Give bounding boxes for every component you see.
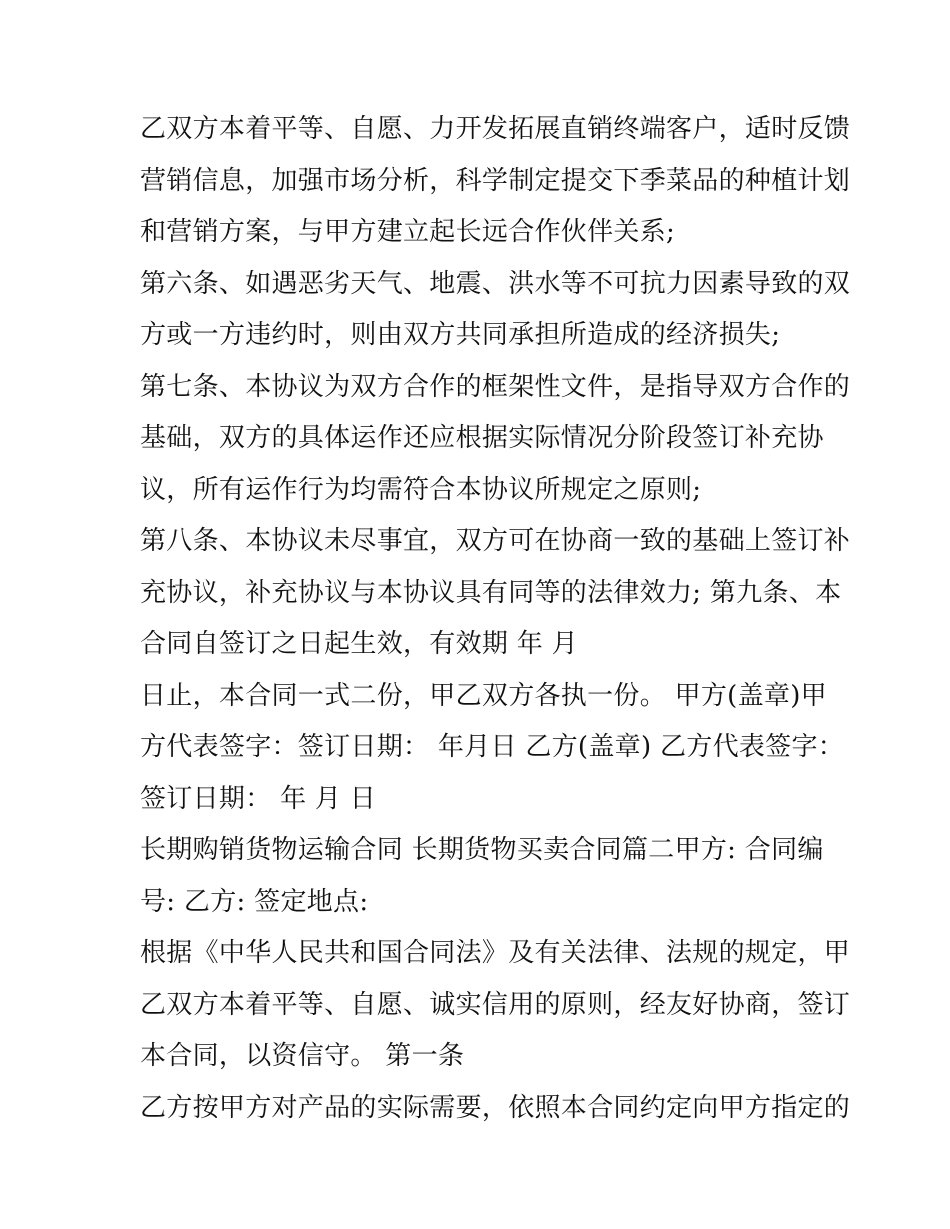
text-line: 乙双方本着平等、自愿、力开发拓展直销终端客户，适时反馈: [140, 114, 851, 144]
text-line: 日止，本合同一式二份，甲乙双方各执一份。 甲方(盖章)甲: [140, 680, 827, 711]
text-line: 方代表签字：签订日期： 年月日 乙方(盖章) 乙方代表签字：: [140, 732, 845, 762]
text-line: 方或一方违约时，则由双方共同承担所造成的经济损失;: [140, 320, 781, 350]
text-line: 和营销方案，与甲方建立起长远合作伙伴关系;: [140, 217, 676, 247]
text-line: 第八条、本协议未尽事宜，双方可在协商一致的基础上签订补: [140, 526, 851, 556]
text-line: 合同自签订之日起生效，有效期 年 月: [140, 629, 578, 659]
text-line: 基础，双方的具体运作还应根据实际情况分阶段签订补充协: [140, 423, 824, 453]
text-line: 本合同，以资信守。 第一条: [140, 1041, 465, 1071]
text-line: 营销信息，加强市场分析，科学制定提交下季菜品的种植计划: [140, 165, 851, 196]
text-line: 长期购销货物运输合同 长期货物买卖合同篇二甲方: 合同编: [140, 835, 824, 865]
text-line: 第七条、本协议为双方合作的框架性文件，是指导双方合作的: [140, 371, 851, 402]
text-line: 第六条、如遇恶劣天气、地震、洪水等不可抗力因素导致的双: [140, 268, 851, 299]
text-line: 号: 乙方: 签定地点:: [140, 886, 369, 917]
text-line: 根据《中华人民共和国合同法》及有关法律、法规的规定，甲: [140, 938, 851, 968]
text-line: 议，所有运作行为均需符合本协议所规定之原则;: [140, 474, 702, 505]
text-line: 签订日期： 年 月 日: [140, 783, 377, 814]
text-line: 乙方按甲方对产品的实际需要，依照本合同约定向甲方指定的: [140, 1092, 851, 1123]
text-line: 充协议，补充协议与本协议具有同等的法律效力; 第九条、本: [140, 577, 842, 608]
text-line: 乙双方本着平等、自愿、诚实信用的原则，经友好协商，签订: [140, 989, 851, 1020]
document-body: [140, 104, 851, 1134]
